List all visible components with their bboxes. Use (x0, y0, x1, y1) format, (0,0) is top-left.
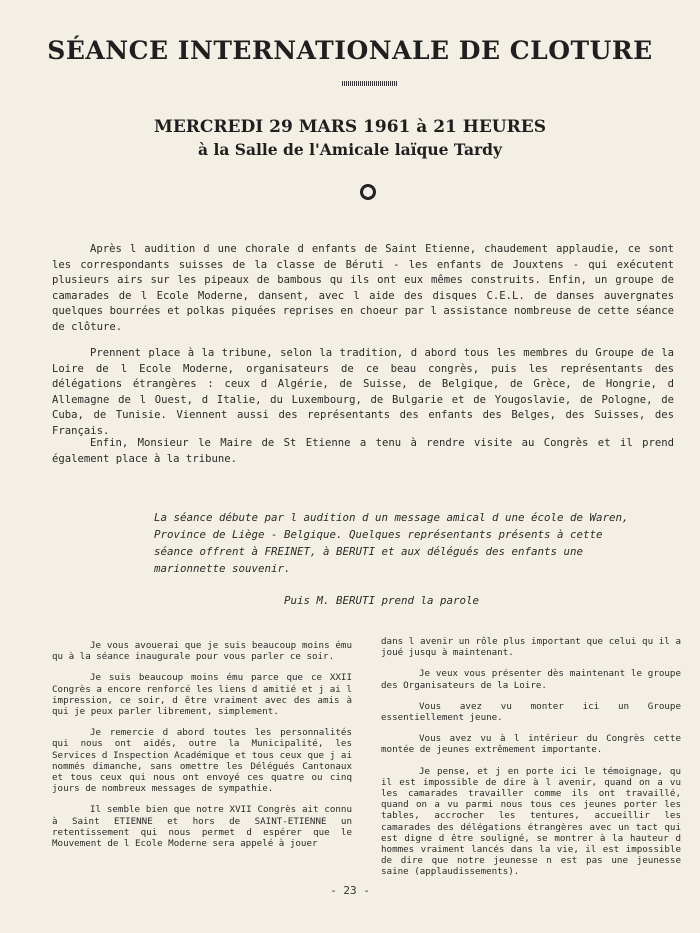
speech-column-right (381, 636, 681, 888)
speech-paragraph: Je suis beaucoup moins ému parce que ce XXII Congrès a encore renforcé les liens d amitié et j ai l impression, ce soir, d être vraiment avec des amis à qui je peux parler librement, simplement. (52, 672, 352, 718)
event-place: à la Salle de l'Amicale laïque Tardy (198, 140, 502, 159)
paragraph-intro: Après l audition d une chorale d enfants de Saint Etienne, chaudement applaudie, ce sont les correspondants suisses de la classe de Béruti - les enfants de Jouxtens - qui exécutent plusieurs airs sur les pipeaux de bambous qu ils ont eux mêmes construits. Enfin, un groupe de camarades de l Ecole Moderne, dansent, avec l aide des disques C.E.L. de danses auvergnates quelques bourrées et polkas piquées reprises en choeur par l assistance nombreuse de cette séance de clôture. (52, 243, 674, 333)
italic-message-intro: La séance débute par l audition d un message amical d une école de Waren, Province de Liège - Belgique. Quelques représentants présents à cette séance offrent à FREINET, à BERUTI et aux délégués des enfants une marionnette souvenir. (154, 511, 629, 575)
speech-paragraph: dans l avenir un rôle plus important que celui qu il a joué jusqu à maintenant. (381, 636, 681, 659)
speech-paragraph: Je vous avouerai que je suis beaucoup moins ému qu à la séance inaugurale pour vous parler ce soir. (52, 640, 352, 663)
title-divider (342, 81, 398, 86)
speaker-line: Puis M. BERUTI prend la parole (284, 594, 480, 607)
speech-paragraph: Vous avez vu à l intérieur du Congrès cette montée de jeunes extrêmement importante. (381, 733, 681, 756)
speech-paragraph: Je pense, et j en porte ici le témoignage, qu il est impossible de dire à l avenir, quand on a vu les camarades travailler comme ils ont travaillé, quand on a vu parmi nous tous ces jeunes porter les tables, accrocher les tentures, accueillir les camarades des délégations étrangères avec un tact qui est digne d être souligné, se montrer à la hauteur d hommes vraiment lancés dans la vie, il est impossible de dire que notre jeunesse n est pas une jeunesse saine (applaudissements). (381, 765, 681, 878)
paragraph-tribune: Prennent place à la tribune, selon la tradition, d abord tous les membres du Groupe de la Loire de l Ecole Moderne, organisateurs de ce beau congrès, puis les représentants des délégations étrangères : ceux d Algérie, de Suisse, de Belgique, de Grèce, de Hongrie, d Allemagne de l Ouest, d Italie, du Luxembourg, de Bulgarie et de Yougoslavie, de Pologne, de Cuba, de Tunisie. Viennent aussi des représentants des enfants des Belges, des Suisses, des Français. (52, 347, 674, 437)
speech-paragraph: Vous avez vu monter ici un Groupe essentiellement jeune. (381, 700, 681, 724)
circle-ornament-icon (360, 184, 376, 200)
event-date: MERCREDI 29 MARS 1961 à 21 HEURES (154, 117, 546, 137)
speech-column-left (52, 640, 352, 859)
page-number: - 23 - (330, 884, 370, 897)
speech-paragraph: Je remercie d abord toutes les personnalités qui nous ont aidés, outre la Municipalité, les Services d Inspection Académique et tous ceux que j ai nommés dimanche, sans omettre les Délégués Cantonaux et tous ceux qui nous ont envoyé ces quatre ou cinq jours de nombreux messages de sympathie. (52, 727, 352, 795)
speech-paragraph: Il semble bien que notre XVII Congrès ait connu à Saint ETIENNE et hors de SAINT-ETIENNE un retentissement qui nous permet d espérer que le Mouvement de l Ecole Moderne sera appelé à jouer (52, 804, 352, 850)
page-title: SÉANCE INTERNATIONALE DE CLOTURE (47, 36, 653, 65)
paragraph-mayor: Enfin, Monsieur le Maire de St Etienne a tenu à rendre visite au Congrès et il prend également place à la tribune. (52, 437, 674, 465)
speech-paragraph: Je veux vous présenter dès maintenant le groupe des Organisateurs de la Loire. (381, 668, 681, 691)
